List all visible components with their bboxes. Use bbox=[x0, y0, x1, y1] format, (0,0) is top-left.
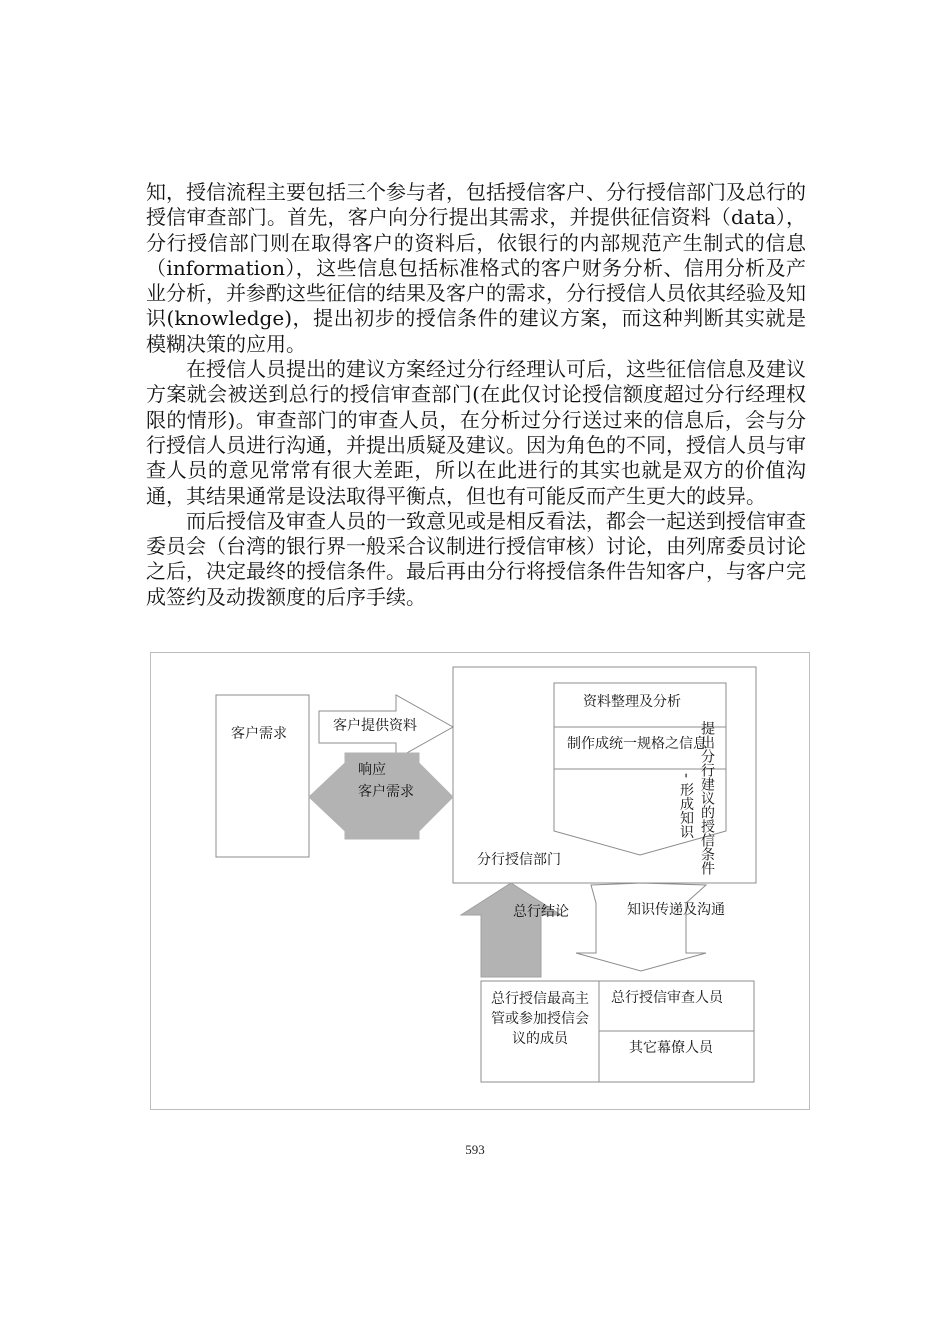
respond-label-2: 客户需求 bbox=[358, 784, 414, 800]
proposal-label: 提出分行建议的授信条件 bbox=[699, 721, 715, 875]
body-text bbox=[146, 180, 806, 610]
knowledge-exchange-arrow bbox=[576, 883, 706, 971]
respond-label-1: 响应 bbox=[358, 762, 386, 778]
paragraph-1: 知，授信流程主要包括三个参与者，包括授信客户、分行授信部门及总行的授信审查部门。首先，客户向分行提出其需求，并提供征信资料（data），分行授信部门则在取得客户的资料后，依银行的内部规范产生制式的信息（information），这些信息包括标准格式的客户财务分析、信用分析及产业分析，并参酌这些征信的结果及客户的需求，分行授信人员依其经验及知识(knowledge)，提出初步的授信条件的建议方案，而这种判断其实就是模糊决策的应用。 bbox=[146, 180, 806, 356]
customer-box-label: 客户需求 bbox=[231, 726, 287, 742]
hq-head-label: 总行授信最高主管或参加授信会议的成员 bbox=[491, 991, 589, 1047]
hq-reviewer-label: 总行授信审查人员 bbox=[611, 990, 723, 1006]
paragraph-2: 在授信人员提出的建议方案经过分行经理认可后，这些征信信息及建议方案就会被送到总行的授信审查部门(在此仅讨论授信额度超过分行经理权限的情形)。审查部门的审查人员，在分析过分行送过来的信息后，会与分行授信人员进行沟通，并提出质疑及建议。因为角色的不同，授信人员与审查人员的意见常常有很大差距，所以在此进行的其实也就是双方的价值沟通，其结果通常是设法取得平衡点，但也有可能反而产生更大的歧异。 bbox=[146, 357, 806, 508]
page-number: 593 bbox=[465, 1142, 485, 1157]
hq-conclusion-label: 总行结论 bbox=[513, 904, 569, 920]
provide-data-label: 客户提供资料 bbox=[333, 718, 417, 734]
customer-box bbox=[216, 695, 309, 857]
step2-label: 制作成统一规格之信息 bbox=[567, 736, 707, 752]
knowledge-exchange-label: 知识传递及沟通 bbox=[627, 902, 725, 918]
step1-label: 资料整理及分析 bbox=[583, 694, 681, 710]
credit-process-diagram bbox=[150, 652, 810, 1110]
hq-conclusion-arrow bbox=[461, 883, 561, 977]
step3-label: - 形成知识 bbox=[678, 773, 694, 839]
other-staff-label: 其它幕僚人员 bbox=[629, 1040, 713, 1056]
branch-dept-label: 分行授信部门 bbox=[477, 852, 561, 868]
paragraph-3: 而后授信及审查人员的一致意见或是相反看法，都会一起送到授信审查委员会（台湾的银行界一般采合议制进行授信审核）讨论，由列席委员讨论之后，决定最终的授信条件。最后再由分行将授信条件告知客户，与客户完成签约及动拨额度的后序手续。 bbox=[146, 508, 806, 609]
